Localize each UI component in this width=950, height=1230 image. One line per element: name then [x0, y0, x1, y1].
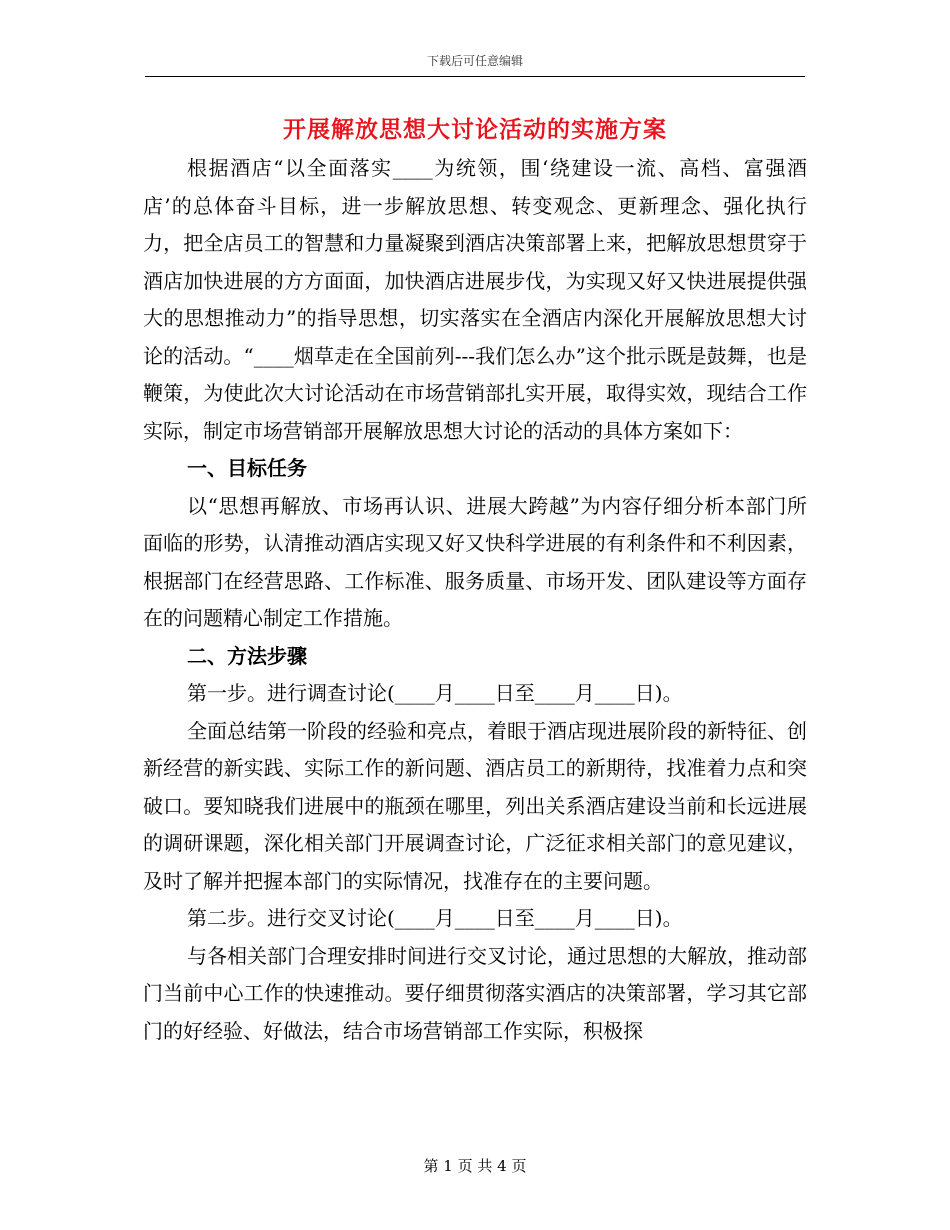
- step2-title: 第二步。进行交叉讨论(____月____日至____月____日)。: [187, 906, 683, 930]
- goal-heading: 一、目标任务: [187, 456, 307, 480]
- document-body: [143, 150, 807, 1050]
- step2-paragraph: 与各相关部门合理安排时间进行交叉讨论，通过思想的大解放，推动部门当前中心工作的快速推动。要仔细贯彻落实酒店的决策部署，学习其它部门的好经验、好做法，结合市场营销部工作实际，积极探: [143, 943, 807, 1043]
- header-divider: [145, 76, 805, 77]
- goal-paragraph: 以“思想再解放、市场再认识、进展大跨越”为内容仔细分析本部门所面临的形势，认清推动酒店实现又好又快科学进展的有利条件和不利因素，根据部门在经营思路、工作标准、服务质量、市场开发、团队建设等方面存在的问题精心制定工作措施。: [143, 493, 807, 630]
- page-header-note: 下载后可任意编辑: [426, 54, 523, 68]
- page-number: 第 1 页 共 4 页: [423, 1157, 527, 1175]
- method-heading: 二、方法步骤: [187, 643, 307, 668]
- step1-title: 第一步。进行调查讨论(____月____日至____月____日)。: [187, 681, 683, 705]
- intro-paragraph: 根据酒店“以全面落实____为统领，围‘绕建设一流、高档、富强酒店’的总体奋斗目标，进一步解放思想、转变观念、更新理念、强化执行力，把全店员工的智慧和力量凝聚到酒店决策部署上来，把解放思想贯穿于酒店加快进展的方方面面，加快酒店进展步伐，为实现又好又快进展提供强大的思想推动力”的指导思想，切实落实在全酒店内深化开展解放思想大讨论的活动。“____烟草走在全国前列---我们怎么办”这个批示既是鼓舞，也是鞭策，为使此次大讨论活动在市场营销部扎实开展，取得实效，现结合工作实际，制定市场营销部开展解放思想大讨论的活动的具体方案如下：: [143, 156, 807, 443]
- step1-paragraph: 全面总结第一阶段的经验和亮点，着眼于酒店现进展阶段的新特征、创新经营的新实践、实际工作的新问题、酒店员工的新期待，找准着力点和突破口。要知晓我们进展中的瓶颈在哪里，列出关系酒店建设当前和长远进展的调研课题，深化相关部门开展调查讨论，广泛征求相关部门的意见建议，及时了解并把握本部门的实际情况，找准存在的主要问题。: [143, 718, 807, 893]
- document-title: 开展解放思想大讨论活动的实施方案: [283, 116, 667, 143]
